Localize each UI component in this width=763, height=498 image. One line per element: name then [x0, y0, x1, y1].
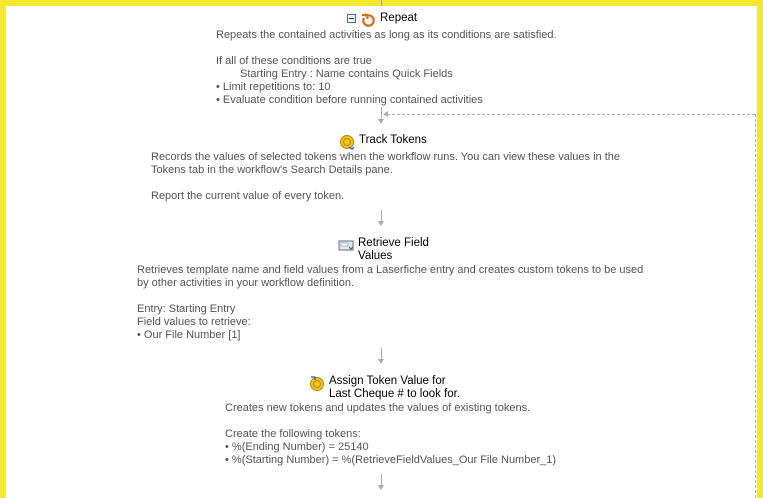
- repeat-description-block: [216, 29, 557, 107]
- loop-back-connector: [387, 114, 755, 115]
- connector-retrieve-assign: [381, 348, 382, 359]
- retrieve-field-values-icon: [338, 237, 354, 253]
- retrieve-fields-header: Field values to retrieve:: [137, 316, 251, 328]
- assign-token-item: • %(Starting Number) = %(RetrieveFieldValues_Our File Number_1): [225, 454, 557, 466]
- connector-track-retrieve: [381, 210, 382, 221]
- repeat-description: Repeats the contained activities as long as its conditions are satisfied.: [216, 29, 557, 41]
- repeat-bullet: • Limit repetitions to: 10: [216, 81, 331, 93]
- collapse-minus-icon[interactable]: [347, 14, 356, 23]
- track-tokens-description-block: [151, 151, 620, 203]
- assign-token-value-title: Assign Token Value for: [329, 375, 446, 387]
- track-tokens-description: Records the values of selected tokens when the workflow runs. You can view these values in the: [151, 151, 620, 163]
- assign-token-value-description-block: [225, 402, 556, 467]
- repeat-bullet: • Evaluate condition before running contained activities: [216, 94, 483, 106]
- connector-arrow: [378, 359, 384, 364]
- retrieve-field-values-title: Retrieve Field: [358, 237, 429, 249]
- connector-top: [381, 0, 382, 6]
- repeat-title: Repeat: [380, 12, 418, 24]
- connector-arrow: [378, 485, 384, 490]
- retrieve-field-item: • Our File Number [1]: [137, 329, 241, 341]
- assign-token-value-title: Last Cheque # to look for.: [329, 388, 461, 400]
- assign-tokens-header: Create the following tokens:: [225, 428, 361, 440]
- repeat-activity-header[interactable]: [347, 12, 417, 28]
- assign-token-value-icon: [309, 375, 325, 391]
- track-tokens-activity-header[interactable]: [339, 134, 427, 150]
- track-tokens-description: Tokens tab in the workflow's Search Details pane.: [151, 164, 393, 176]
- track-tokens-title: Track Tokens: [359, 134, 427, 146]
- loop-back-arrow: [383, 111, 388, 117]
- assign-token-item: • %(Ending Number) = 25140: [225, 441, 369, 453]
- retrieve-field-values-activity-header[interactable]: [338, 237, 429, 263]
- connector-assign-next: [381, 474, 382, 485]
- retrieve-field-values-description: by other activities in your workflow definition.: [137, 277, 355, 289]
- connector-repeat-track: [381, 107, 382, 119]
- track-tokens-detail: Report the current value of every token.: [151, 190, 345, 202]
- assign-token-value-description: Creates new tokens and updates the values of existing tokens.: [225, 402, 531, 414]
- repeat-condition: Starting Entry : Name contains Quick Fields: [240, 68, 453, 80]
- retrieve-field-values-description: Retrieves template name and field values from a Laserfiche entry and creates custom tokens to be used: [137, 264, 644, 276]
- retrieve-field-values-description-block: [137, 264, 643, 342]
- retrieve-field-values-title: Values: [358, 250, 393, 262]
- connector-arrow: [378, 221, 384, 226]
- loop-back-connector-vertical: [755, 114, 756, 498]
- track-tokens-icon: [339, 134, 355, 150]
- retrieve-entry: Entry: Starting Entry: [137, 303, 236, 315]
- repeat-loop-icon: [360, 12, 376, 28]
- connector-arrow: [378, 119, 384, 124]
- repeat-condition-header: If all of these conditions are true: [216, 55, 372, 67]
- assign-token-value-activity-header[interactable]: [309, 375, 460, 401]
